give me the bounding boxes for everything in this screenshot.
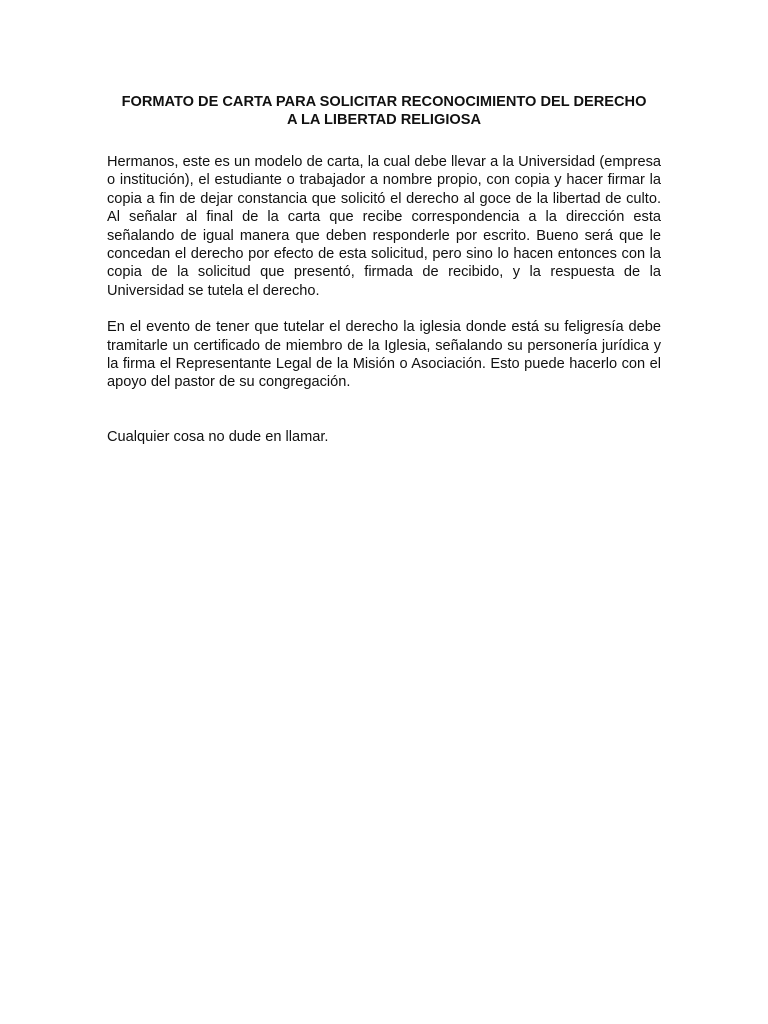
paragraph-instructions: Hermanos, este es un modelo de carta, la cual debe llevar a la Universidad (empresa o institución), el estudiante o trabajador a nombre propio, con copia y hacer firmar la copia a fin de dejar constancia que solicitó el derecho al goce de la libertad de culto. Al señalar al final de la carta que recibe correspondencia a la dirección esta señalando de igual manera que deben responderle por escrito. Bueno será que le concedan el derecho por efecto de esta solicitud, pero sino lo hacen entonces con la copia de la solicitud que presentó, firmada de recibido, y la respuesta de la Universidad se tutela el derecho. bbox=[107, 154, 661, 299]
document-title bbox=[107, 93, 661, 129]
document-body bbox=[107, 93, 661, 446]
document-title-line-1: FORMATO DE CARTA PARA SOLICITAR RECONOCIMIENTO DEL DERECHO bbox=[121, 94, 647, 110]
document-title-line-2: A LA LIBERTAD RELIGIOSA bbox=[286, 112, 482, 128]
paragraph-closing: Cualquier cosa no dude en llamar. bbox=[107, 428, 329, 445]
paragraph-tutela: En el evento de tener que tutelar el derecho la iglesia donde está su feligresía debe tramitarle un certificado de miembro de la Iglesia, señalando su personería jurídica y la firma el Representante Legal de la Misión o Asociación. Esto puede hacerlo con el apoyo del pastor de su congregación. bbox=[107, 319, 661, 391]
